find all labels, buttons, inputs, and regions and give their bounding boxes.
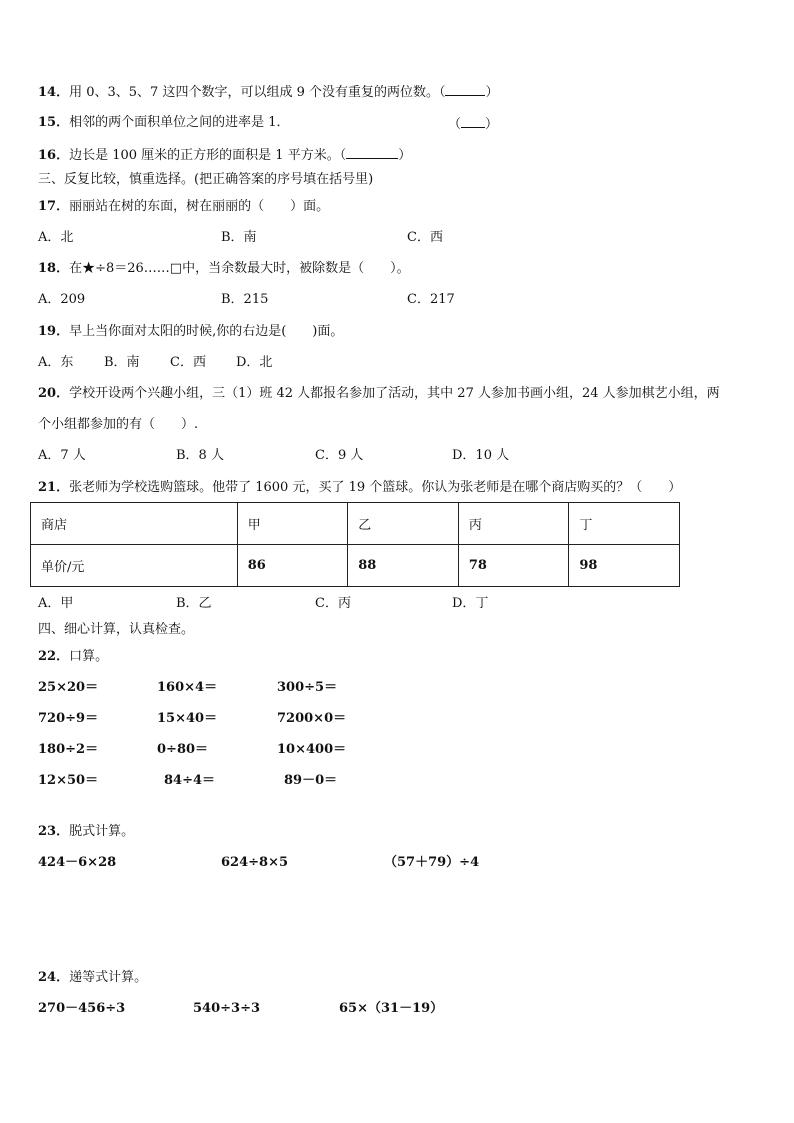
question-19: [38, 324, 343, 340]
step-calc-item: 540÷3÷3: [193, 1001, 261, 1016]
answer-blank[interactable]: [346, 146, 398, 159]
question-text: 学校开设两个兴趣小组，三（1）班 42 人都报名参加了活动，其中 27 人参加书画小组，24 人参加棋艺小组，两: [69, 386, 720, 401]
option-b[interactable]: B．8 人: [176, 448, 224, 463]
option-b[interactable]: B．南: [104, 355, 140, 370]
section-4-heading: 四、细心计算，认真检查。: [38, 622, 195, 637]
option-c[interactable]: C．西: [170, 355, 206, 370]
question-20-line2: 个小组都参加的有（ ）.: [38, 417, 199, 432]
table-cell: 86: [237, 545, 348, 587]
question-20: [38, 386, 720, 402]
table-cell: 98: [569, 545, 680, 587]
question-title: 递等式计算。: [69, 970, 148, 985]
option-a[interactable]: A．北: [38, 230, 74, 245]
question-15: [38, 115, 290, 131]
question-number: 17．: [38, 199, 70, 214]
oral-calc-item: 89－0＝: [284, 773, 338, 788]
question-number: 22．: [38, 649, 70, 664]
answer-blank[interactable]: [445, 83, 485, 96]
question-number: 21．: [38, 480, 70, 495]
option-c[interactable]: C．西: [407, 230, 443, 245]
oral-calc-item: 180÷2＝: [38, 742, 99, 757]
option-b[interactable]: B．南: [221, 230, 257, 245]
option-d[interactable]: D．丁: [452, 596, 489, 611]
question-number: 16．: [38, 148, 70, 163]
answer-blank[interactable]: [461, 115, 485, 128]
table-cell: 商店: [31, 503, 238, 545]
option-d[interactable]: D．10 人: [452, 448, 510, 463]
oral-calc-item: 300÷5＝: [277, 680, 338, 695]
question-text-end: ）: [485, 85, 499, 100]
question-17: [38, 199, 329, 215]
paren-close: ）: [485, 117, 499, 132]
table-cell: 丙: [458, 503, 569, 545]
step-calc-item: 270－456÷3: [38, 1001, 126, 1016]
question-text-end: ）: [398, 148, 412, 163]
table-cell: 丁: [569, 503, 680, 545]
oral-calc-item: 7200×0＝: [277, 711, 347, 726]
table-cell: 乙: [348, 503, 459, 545]
question-text: 丽丽站在树的东面，树在丽丽的（ ）面。: [69, 199, 330, 214]
question-number: 23．: [38, 824, 70, 839]
question-text: 相邻的两个面积单位之间的进率是 1．: [69, 115, 290, 130]
step-calc-item: （57＋79）÷4: [384, 855, 480, 870]
section-3-heading: 三、反复比较，慎重选择。(把正确答案的序号填在括号里): [38, 172, 374, 187]
option-a[interactable]: A．209: [38, 292, 86, 307]
question-number: 15．: [38, 115, 70, 130]
oral-calc-item: 84÷4＝: [164, 773, 216, 788]
step-calc-item: 624÷8×5: [221, 855, 289, 870]
oral-calc-item: 720÷9＝: [38, 711, 99, 726]
oral-calc-item: 0÷80＝: [157, 742, 209, 757]
step-calc-item: 65×（31－19）: [339, 1001, 444, 1016]
table-cell: 78: [458, 545, 569, 587]
paren-open: （: [448, 117, 462, 132]
question-24: [38, 970, 147, 986]
oral-calc-item: 25×20＝: [38, 680, 99, 695]
option-b[interactable]: B．乙: [176, 596, 212, 611]
question-number: 18．: [38, 261, 70, 276]
table-cell: 单价/元: [31, 545, 238, 587]
option-c[interactable]: C．217: [407, 292, 455, 307]
oral-calc-item: 15×40＝: [157, 711, 218, 726]
question-title: 脱式计算。: [69, 824, 135, 839]
question-number: 19．: [38, 324, 70, 339]
question-title: 口算。: [69, 649, 109, 664]
question-text: 在★÷8＝26……□中，当余数最大时，被除数是（ ）。: [69, 261, 410, 276]
table-row: [31, 503, 680, 545]
question-number: 24．: [38, 970, 70, 985]
table-cell: 甲: [237, 503, 348, 545]
oral-calc-item: 160×4＝: [157, 680, 218, 695]
price-table: [30, 502, 680, 587]
step-calc-item: 424－6×28: [38, 855, 117, 870]
option-a[interactable]: A．甲: [38, 596, 74, 611]
table-row: [31, 545, 680, 587]
question-number: 14．: [38, 85, 70, 100]
option-b[interactable]: B．215: [221, 292, 269, 307]
oral-calc-item: 12×50＝: [38, 773, 99, 788]
table-cell: 88: [348, 545, 459, 587]
option-a[interactable]: A．东: [38, 355, 74, 370]
question-text: 早上当你面对太阳的时候,你的右边是( )面。: [69, 324, 344, 339]
question-18: [38, 261, 410, 277]
option-c[interactable]: C．丙: [315, 596, 351, 611]
option-c[interactable]: C．9 人: [315, 448, 364, 463]
question-number: 20．: [38, 386, 70, 401]
question-text: 张老师为学校选购篮球。他带了 1600 元，买了 19 个篮球。你认为张老师是在哪个商店购买的？（ ）: [69, 480, 682, 495]
question-14: [38, 83, 499, 101]
question-16: [38, 146, 411, 164]
question-23: [38, 824, 134, 840]
question-21: [38, 480, 681, 496]
option-a[interactable]: A．7 人: [38, 448, 86, 463]
question-15-answer: [448, 115, 498, 133]
option-d[interactable]: D．北: [236, 355, 273, 370]
question-22: [38, 649, 108, 665]
question-text: 用 0、3、5、7 这四个数字，可以组成 9 个没有重复的两位数。（: [69, 85, 446, 100]
question-text: 边长是 100 厘米的正方形的面积是 1 平方米。（: [69, 148, 347, 163]
oral-calc-item: 10×400＝: [277, 742, 347, 757]
